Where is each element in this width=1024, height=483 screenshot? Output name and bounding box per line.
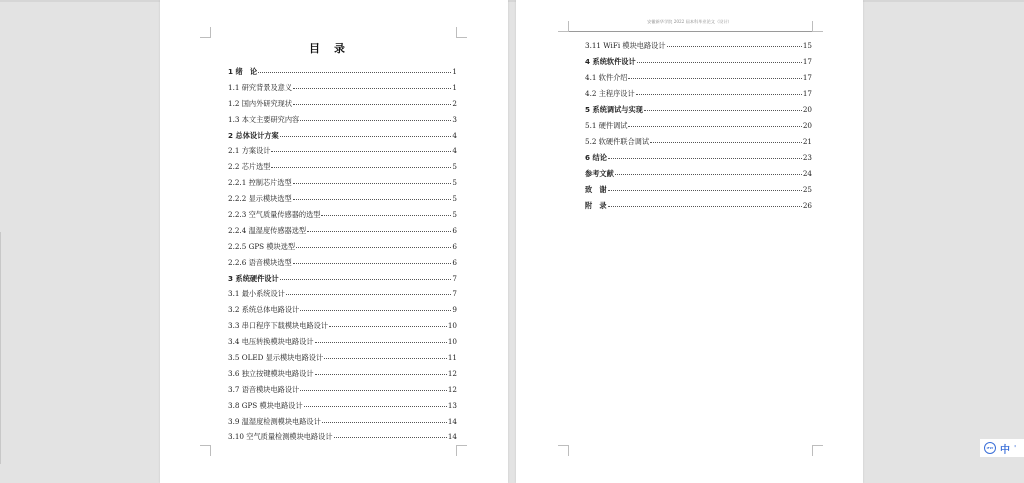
toc-entry-page-number: 5 (452, 210, 457, 220)
margin-corner-mark (200, 445, 211, 456)
toc-leader-dots (293, 87, 451, 89)
toc-entry[interactable] (228, 162, 457, 178)
toc-entry[interactable] (228, 210, 457, 226)
toc-entry-label: 1.1 研究背景及意义 (228, 82, 293, 92)
toc-entry-page-number: 5 (452, 194, 457, 204)
toc-entry[interactable] (228, 321, 457, 337)
ime-punctuation-icon[interactable]: ' (1014, 443, 1017, 453)
toc-entry-page-number: 5 (452, 162, 457, 172)
toc-entry-label: 2.2.5 GPS 模块选型 (228, 241, 296, 251)
toc-entry[interactable] (228, 178, 457, 194)
toc-leader-dots (321, 214, 451, 216)
toc-entry-label: 6 结论 (585, 153, 607, 162)
margin-corner-mark (200, 27, 211, 38)
toc-entry-label: 1.2 国内外研究现状 (228, 98, 293, 108)
toc-entry-page-number: 4 (452, 130, 457, 140)
toc-entry[interactable] (585, 89, 812, 105)
toc-entry-label: 4.2 主程序设计 (585, 89, 635, 98)
toc-entry[interactable] (585, 137, 812, 153)
toc-entry[interactable] (228, 417, 457, 433)
toc-entry-page-number: 14 (447, 432, 457, 442)
toc-leader-dots (334, 436, 447, 438)
document-page-right (516, 0, 863, 483)
toc-entry-page-number: 7 (452, 289, 457, 299)
toc-entry-page-number: 11 (447, 353, 457, 363)
toc-entry-page-number: 17 (802, 57, 812, 66)
toc-entry-label: 致 谢 (585, 185, 607, 194)
toc-entry[interactable] (228, 353, 457, 369)
toc-entry-label: 3.5 OLED 显示模块电路设计 (228, 353, 324, 363)
toc-entry[interactable] (228, 226, 457, 242)
toc-entry-page-number: 6 (452, 225, 457, 235)
ime-toolbar[interactable] (980, 439, 1024, 457)
toc-leader-dots (608, 205, 802, 207)
toc-entry-page-number: 2 (452, 98, 457, 108)
toc-entry-page-number: 20 (802, 105, 812, 114)
toc-entry-page-number: 12 (447, 368, 457, 378)
toc-entry[interactable] (228, 369, 457, 385)
toc-entry-label: 3.1 最小系统设计 (228, 289, 285, 299)
toc-leader-dots (315, 341, 447, 343)
toc-leader-dots (608, 189, 802, 191)
toc-leader-dots (667, 45, 802, 47)
toc-entry-label: 5 系统调试与实现 (585, 105, 643, 114)
toc-entry-page-number: 12 (447, 384, 457, 394)
toc-leader-dots (300, 119, 451, 121)
toc-leader-dots (296, 246, 451, 248)
toc-leader-dots (280, 135, 452, 137)
toc-entry[interactable] (228, 146, 457, 162)
toc-leader-dots (636, 93, 802, 95)
toc-entry[interactable] (228, 242, 457, 258)
page-header: 安徽新华学院 2022 届本科毕业论文（设计） (647, 19, 732, 24)
toc-entry-label: 3.3 串口程序下载模块电路设计 (228, 321, 328, 331)
toc-leader-dots (628, 77, 801, 79)
toc-entry-page-number: 24 (802, 169, 812, 178)
document-page-left (160, 0, 508, 483)
toc-entry[interactable] (585, 57, 812, 73)
toc-entry-label: 4 系统软件设计 (585, 57, 636, 66)
toc-entry-label: 2.1 方案设计 (228, 146, 271, 156)
toc-entry-label: 3.6 独立按键模块电路设计 (228, 368, 314, 378)
toc-entry-page-number: 14 (447, 416, 457, 426)
toc-entry-label: 5.1 硬件调试 (585, 121, 628, 130)
toc-leader-dots (329, 325, 447, 327)
toc-entry-page-number: 5 (452, 178, 457, 188)
toc-leader-dots (615, 173, 802, 175)
toc-entry[interactable] (228, 67, 457, 83)
toc-entry[interactable] (228, 385, 457, 401)
toc-entry-page-number: 4 (452, 146, 457, 156)
toc-entry[interactable] (228, 274, 457, 290)
toc-entry-label: 4.1 软件介绍 (585, 73, 628, 82)
toc-entry-page-number: 10 (447, 337, 457, 347)
toc-leader-dots (644, 109, 802, 111)
toc-entry-page-number: 1 (452, 67, 457, 76)
toc-leader-dots (258, 71, 451, 73)
toc-entry-page-number: 15 (802, 41, 812, 50)
toc-leader-dots (304, 405, 447, 407)
margin-corner-mark (812, 21, 823, 32)
toc-leader-dots (293, 103, 451, 105)
toc-leader-dots (307, 230, 451, 232)
toc-leader-dots (628, 125, 801, 127)
toc-leader-dots (650, 141, 802, 143)
margin-corner-mark (558, 445, 569, 456)
toc-leader-dots (608, 157, 802, 159)
toc-entry-page-number: 10 (447, 321, 457, 331)
toc-entry[interactable] (228, 305, 457, 321)
vertical-ruler-edge (0, 232, 1, 464)
toc-list-left (228, 67, 457, 448)
toc-entry[interactable] (585, 169, 812, 185)
toc-entry[interactable] (585, 153, 812, 169)
toc-entry[interactable] (228, 194, 457, 210)
toc-entry-page-number: 23 (802, 153, 812, 162)
toc-entry-page-number: 21 (802, 137, 812, 146)
toc-leader-dots (293, 262, 452, 264)
toc-entry-label: 3.9 温湿度检测模块电路设计 (228, 416, 321, 426)
margin-corner-mark (558, 21, 569, 32)
toc-entry-label: 3.2 系统总体电路设计 (228, 305, 300, 315)
toc-entry[interactable] (585, 201, 812, 217)
header-rule (568, 31, 812, 32)
toc-entry-label: 参考文献 (585, 169, 614, 178)
toc-list-right (585, 41, 812, 217)
toc-leader-dots (286, 293, 452, 295)
toc-entry-label: 2.2 芯片选型 (228, 162, 271, 172)
toc-entry-page-number: 17 (802, 89, 812, 98)
toc-leader-dots (293, 198, 452, 200)
toc-entry[interactable] (228, 289, 457, 305)
toc-entry-label: 3.4 电压转换模块电路设计 (228, 337, 314, 347)
top-shadow (0, 0, 1024, 2)
toc-entry-page-number: 25 (802, 185, 812, 194)
toc-entry[interactable] (228, 432, 457, 448)
toc-leader-dots (324, 357, 447, 359)
toc-entry-page-number: 6 (452, 257, 457, 267)
toc-entry-label: 3.7 语音模块电路设计 (228, 384, 300, 394)
toc-entry-label: 2.2.1 控制芯片选型 (228, 178, 292, 188)
toc-entry-page-number: 6 (452, 241, 457, 251)
toc-entry-label: 3 系统硬件设计 (228, 273, 279, 283)
margin-corner-mark (812, 445, 823, 456)
margin-corner-mark (456, 445, 467, 456)
toc-leader-dots (271, 166, 451, 168)
toc-entry-label: 3.8 GPS 模块电路设计 (228, 400, 303, 410)
toc-entry-label: 2.2.2 显示模块选型 (228, 194, 292, 204)
toc-entry[interactable] (228, 83, 457, 99)
toc-entry[interactable] (228, 99, 457, 115)
toc-entry-label: 1 绪 论 (228, 67, 258, 76)
toc-leader-dots (293, 182, 452, 184)
toc-leader-dots (280, 278, 452, 280)
toc-entry[interactable] (228, 258, 457, 274)
toc-entry[interactable] (585, 185, 812, 201)
ime-logo-icon[interactable]: iFLY (984, 442, 996, 454)
toc-entry-page-number: 9 (452, 305, 457, 315)
ime-language-mode-button[interactable]: 中 (1000, 444, 1010, 456)
toc-entry-page-number: 3 (452, 114, 457, 124)
toc-entry-page-number: 7 (452, 273, 457, 283)
toc-entry-label: 3.10 空气质量检测模块电路设计 (228, 432, 333, 442)
toc-entry-page-number: 13 (447, 400, 457, 410)
toc-entry[interactable] (228, 115, 457, 131)
toc-entry[interactable] (585, 41, 812, 57)
toc-entry-label: 附 录 (585, 201, 607, 210)
toc-leader-dots (322, 421, 447, 423)
toc-entry-label: 5.2 软硬件联合调试 (585, 137, 650, 146)
toc-entry-page-number: 20 (802, 121, 812, 130)
toc-entry-label: 2.2.6 语音模块选型 (228, 257, 292, 267)
toc-entry[interactable] (585, 73, 812, 89)
toc-entry-label: 2.2.4 温湿度传感器选型 (228, 225, 307, 235)
toc-entry-label: 1.3 本文主要研究内容 (228, 114, 300, 124)
toc-entry[interactable] (585, 105, 812, 121)
toc-entry[interactable] (228, 337, 457, 353)
toc-leader-dots (300, 309, 451, 311)
toc-entry-page-number: 26 (802, 201, 812, 210)
toc-entry-label: 2.2.3 空气质量传感器的选型 (228, 210, 321, 220)
toc-leader-dots (271, 150, 451, 152)
toc-entry-label: 3.11 WiFi 模块电路设计 (585, 41, 666, 50)
toc-leader-dots (637, 61, 802, 63)
toc-entry[interactable] (228, 401, 457, 417)
toc-entry-page-number: 17 (802, 73, 812, 82)
toc-entry-label: 2 总体设计方案 (228, 130, 279, 140)
margin-corner-mark (456, 27, 467, 38)
toc-leader-dots (315, 373, 447, 375)
toc-entry[interactable] (585, 121, 812, 137)
toc-leader-dots (300, 389, 447, 391)
toc-entry-page-number: 1 (452, 82, 457, 92)
toc-title: 目录 (309, 42, 359, 55)
toc-entry[interactable] (228, 131, 457, 147)
